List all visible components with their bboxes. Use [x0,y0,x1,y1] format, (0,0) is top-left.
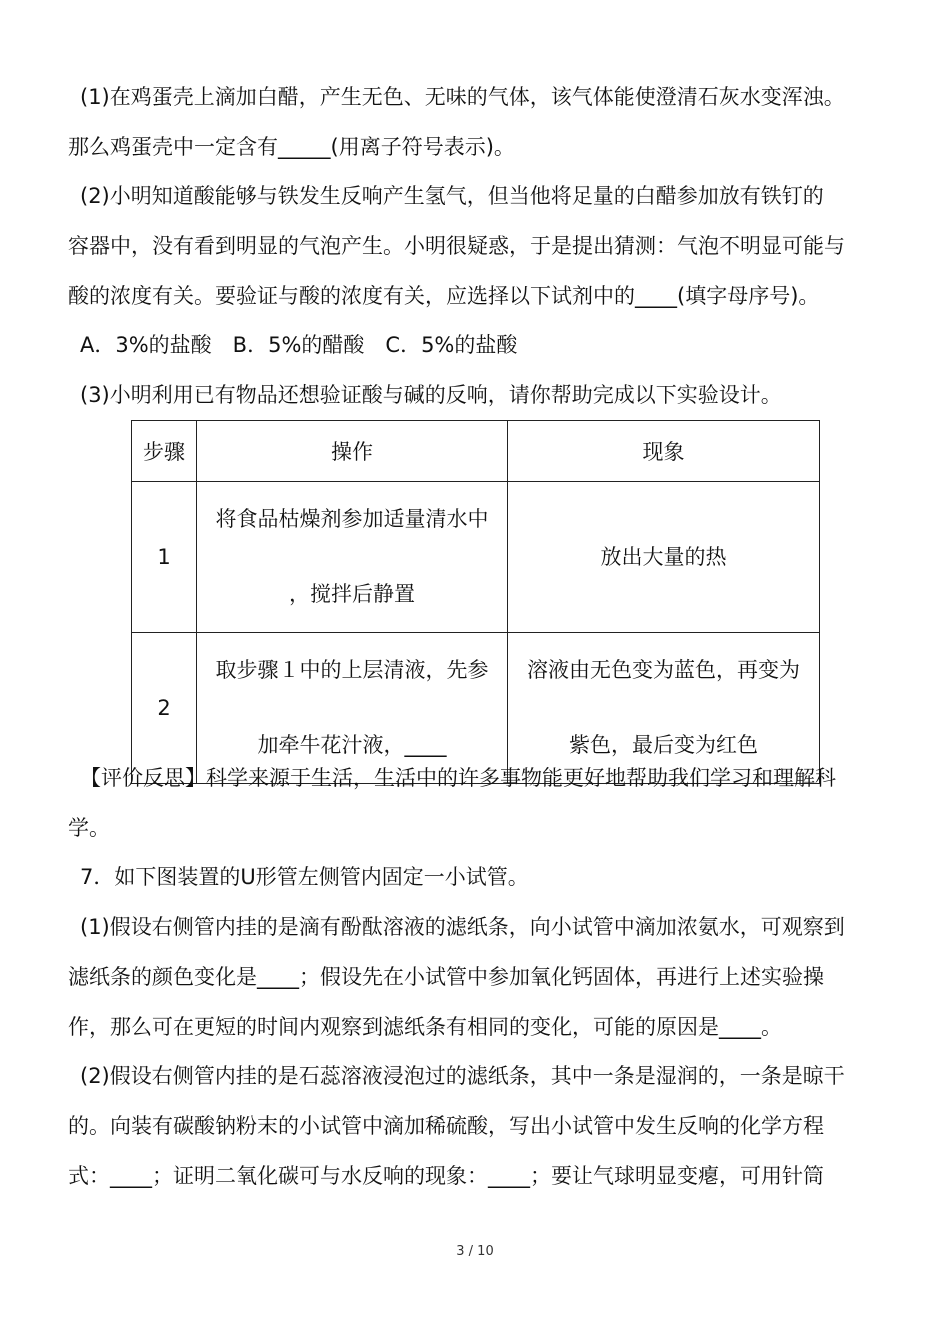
operation-line-1: 将食品枯燥剂参加适量清水中 [215,507,489,531]
table-header-row [132,421,820,482]
paragraph-3-line-1: (3)小明利用已有物品还想验证酸与碱的反响，请你帮助完成以下实验设计。 [80,383,782,407]
experiment-table [131,420,820,784]
question-7-part-2-line-1: (2)假设右侧管内挂的是石蕊溶液浸泡过的滤纸条，其中一条是湿润的，一条是晾干 [80,1064,845,1088]
table-row [132,482,820,633]
evaluation-line-2: 学。 [68,816,110,840]
question-7-part-2-line-2: 的。向装有碳酸钠粉末的小试管中滴加稀硫酸，写出小试管中发生反响的化学方程 [68,1114,824,1138]
operation-line-2: ，搅拌后静置 [289,582,415,606]
answer-options: A．3%的盐酸 B．5%的醋酸 C．5%的盐酸 [80,333,518,357]
paragraph-2-line-2: 容器中，没有看到明显的气泡产生。小明很疑惑，于是提出猜测：气泡不明显可能与 [68,234,845,258]
operation-line-1: 取步骤１中的上层清液，先参 [215,658,489,682]
page-number: 3 / 10 [456,1244,494,1259]
question-7-part-1-line-1: (1)假设右侧管内挂的是滴有酚酞溶液的滤纸条，向小试管中滴加浓氨水，可观察到 [80,915,845,939]
step-cell: 1 [132,482,197,633]
phenomenon-line-2: 紫色，最后变为红色 [569,733,758,757]
question-7-stem: 7．如下图装置的U形管左侧管内固定一小试管。 [80,865,529,889]
phenomenon-cell [508,482,820,633]
evaluation-line-1: 【评价反思】科学来源于生活，生活中的许多事物能更好地帮助我们学习和理解科 [80,766,836,790]
phenomenon-cell [508,633,820,784]
question-7-part-1-line-3: 作，那么可在更短的时间内观察到滤纸条有相同的变化，可能的原因是____。 [68,1015,782,1039]
operation-line-2: 加牵牛花汁液，____ [257,733,447,757]
phenomenon-line-1: 放出大量的热 [600,544,727,569]
table-header-phenomenon: 现象 [508,421,820,482]
paragraph-2-line-1: (2)小明知道酸能够与铁发生反响产生氢气，但当他将足量的白醋参加放有铁钉的 [80,184,824,208]
operation-cell [197,482,508,633]
operation-cell [197,633,508,784]
table-row [132,633,820,784]
table-header-step: 步骤 [132,421,197,482]
table-header-operation: 操作 [197,421,508,482]
question-7-part-2-line-3: 式：____；证明二氧化碳可与水反响的现象：____；要让气球明显变瘪，可用针筒 [68,1164,824,1188]
phenomenon-line-1: 溶液由无色变为蓝色，再变为 [527,658,800,682]
paragraph-1-line-2: 那么鸡蛋壳中一定含有_____(用离子符号表示)。 [68,135,515,159]
paragraph-2-line-3: 酸的浓度有关。要验证与酸的浓度有关，应选择以下试剂中的____(填字母序号)。 [68,284,820,308]
step-cell: 2 [132,633,197,784]
paragraph-1-line-1: (1)在鸡蛋壳上滴加白醋，产生无色、无味的气体，该气体能使澄清石灰水变浑浊。 [80,85,845,109]
question-7-part-1-line-2: 滤纸条的颜色变化是____；假设先在小试管中参加氧化钙固体，再进行上述实验操 [68,965,824,989]
